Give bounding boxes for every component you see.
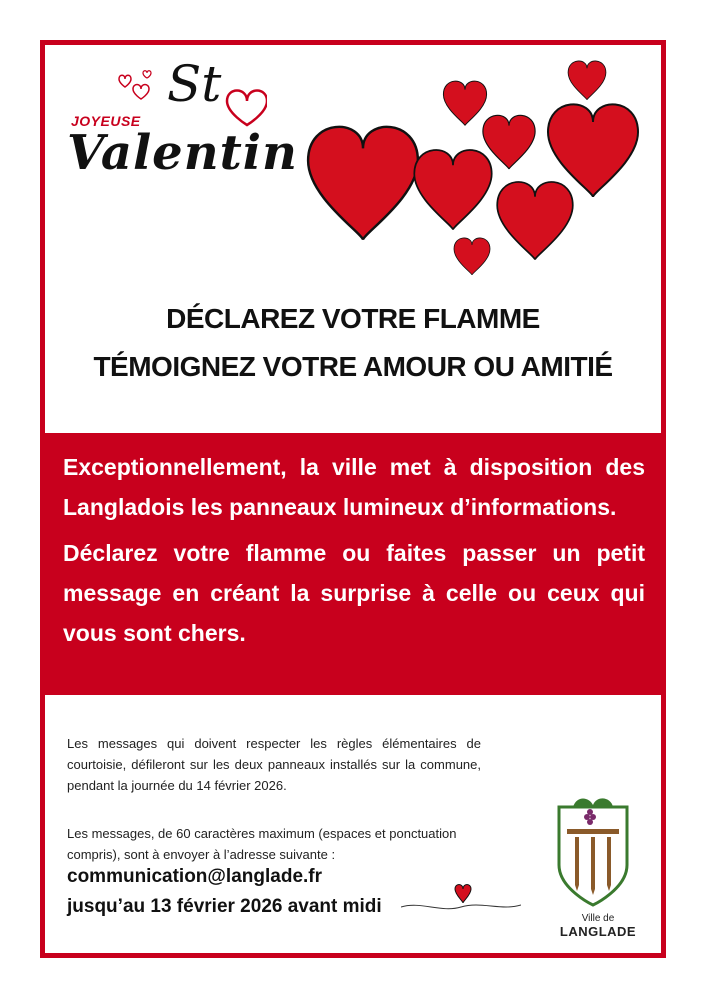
poster-frame bbox=[40, 40, 666, 958]
city-emblem bbox=[553, 793, 637, 943]
rules-text: Les messages qui doivent respecter les règles élémentaires de courtoisie, défileront sur les deux panneaux installés sur la commune, pendant la journée du 14 février 2026. bbox=[67, 736, 481, 793]
heart-icon bbox=[548, 104, 638, 197]
announcement-paragraph-1: Exceptionnellement, la ville met à disposition des Langladois les panneaux lumineux d’informations. bbox=[63, 454, 645, 520]
heart-icon bbox=[568, 61, 606, 100]
ville-de-label: Ville de bbox=[581, 913, 615, 924]
heart-icon bbox=[443, 81, 486, 125]
announcement-paragraph-2: Déclarez votre flamme ou faites passer un petit message en créant la surprise à celle ou ceux qui vous sont chers. bbox=[63, 540, 645, 646]
hearts-cluster-icon bbox=[45, 45, 661, 285]
valentin-text: Valentin bbox=[67, 125, 298, 181]
announcement-band bbox=[45, 433, 661, 695]
heart-icon bbox=[483, 115, 535, 169]
st-text: St bbox=[167, 55, 222, 113]
joyeuse-text: JOYEUSE bbox=[71, 113, 141, 129]
heart-icon bbox=[454, 238, 490, 275]
heart-icon bbox=[414, 150, 491, 230]
contact-email[interactable]: communication@langlade.fr bbox=[67, 866, 323, 887]
length-text: Les messages, de 60 caractères maximum (espaces et ponctuation compris), sont à envoyer à l’adresse suivante : bbox=[67, 826, 457, 862]
headline-line-1: DÉCLAREZ VOTRE FLAMME bbox=[166, 303, 540, 334]
heart-icon bbox=[497, 182, 573, 260]
city-coat-of-arms-icon bbox=[553, 793, 633, 913]
deadline-text: jusqu’au 13 février 2026 avant midi bbox=[67, 896, 382, 917]
heart-icon bbox=[308, 127, 418, 240]
city-name: LANGLADE bbox=[559, 924, 637, 939]
heart-line-icon bbox=[401, 883, 521, 923]
headline-line-2: TÉMOIGNEZ VOTRE AMOUR OU AMITIÉ bbox=[93, 351, 613, 382]
